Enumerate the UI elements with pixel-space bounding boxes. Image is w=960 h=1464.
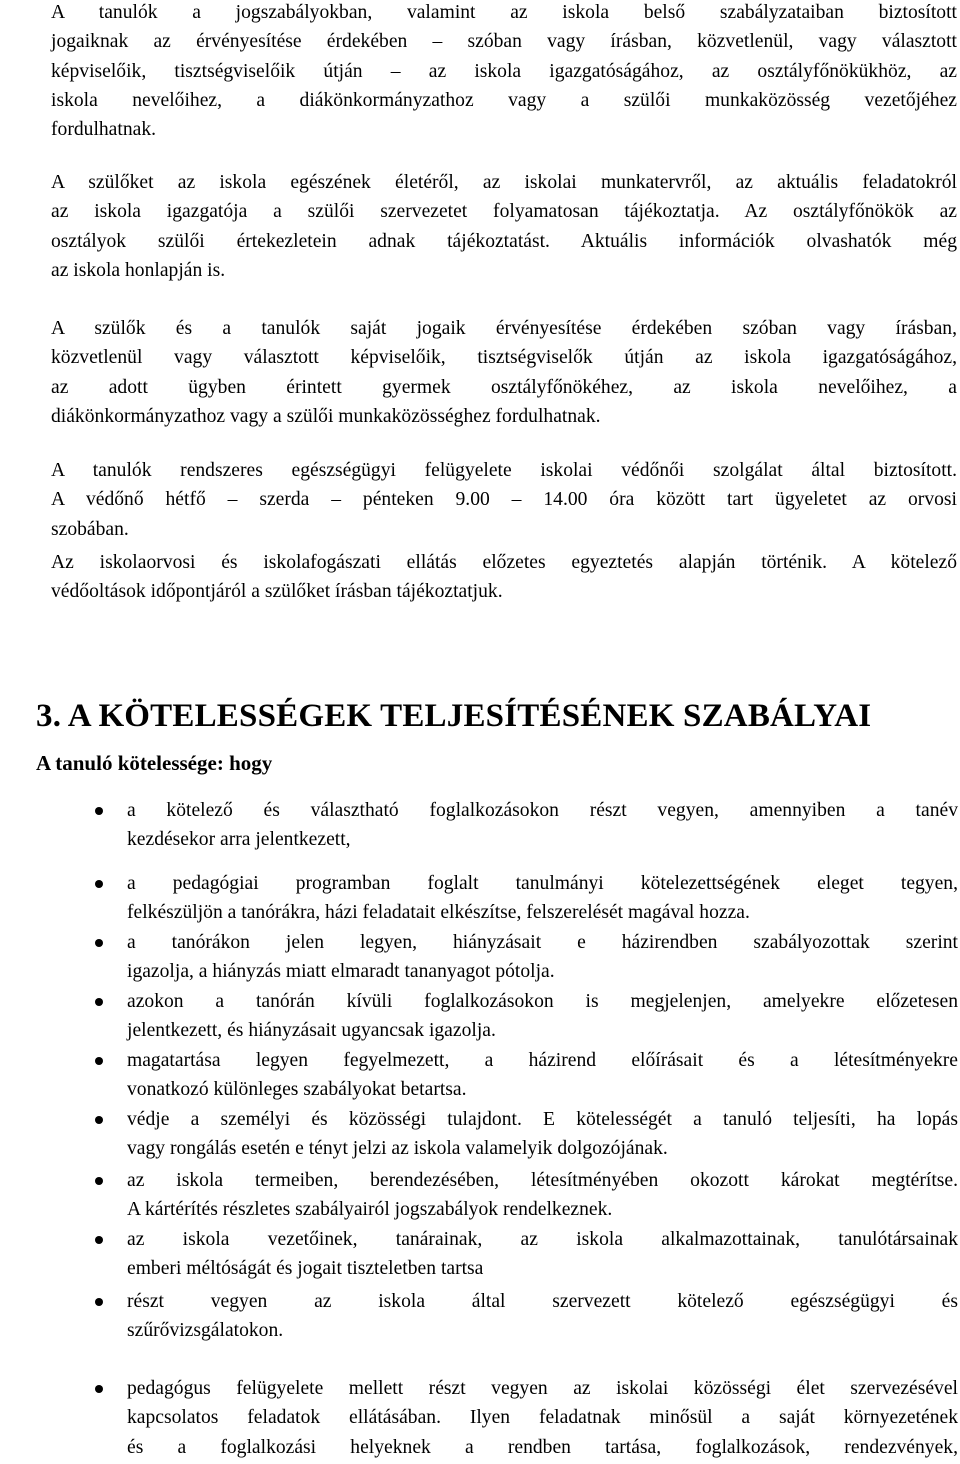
text-line: azokon a tanórán kívüli foglalkozásokon is megjelenjen, amelyekre előzetesen (127, 991, 958, 1012)
list-item (127, 1374, 958, 1462)
text-line: kezdésekor arra jelentkezett, (127, 829, 351, 851)
text-line: védje a személyi és közösségi tulajdont. E kötelességét a tanuló teljesíti, ha lopás (127, 1109, 958, 1130)
text-line: képviselőik, tisztségviselőik útján – az iskola igazgatóságához, az osztályfőnökükhöz, az (51, 60, 957, 82)
text-line: diákönkormányzathoz vagy a szülői munkaközösséghez fordulhatnak. (51, 405, 601, 427)
text-line: a tanórákon jelen legyen, hiányzásait e házirendben szabályozottak szerint (127, 932, 958, 953)
list-item (127, 1225, 958, 1284)
text-line: részt vegyen az iskola által szervezett kötelező egészségügyi és (127, 1291, 958, 1312)
text-line: Az iskolaorvosi és iskolafogászati ellátás előzetes egyeztetés alapján történik. A kötelező (51, 552, 957, 573)
text-line: A tanulók a jogszabályokban, valamint az iskola belső szabályzataiban biztosított (51, 2, 957, 23)
text-line: kapcsolatos feladatok ellátásában. Ilyen feladatnak minősül a saját környezetének (127, 1407, 958, 1429)
list-item (127, 869, 958, 928)
text-line: és a foglalkozási helyeknek a rendben tartása, foglalkozások, rendezvények, (127, 1436, 958, 1458)
text-line: védőoltások időpontjáról a szülőket írásban tájékoztatjuk. (51, 581, 503, 603)
bullet-icon (95, 1236, 103, 1244)
paragraph-rights-enforcement (51, 314, 957, 431)
bullet-icon (95, 807, 103, 815)
text-line: pedagógus felügyelete mellett részt vegyen az iskolai közösségi élet szervezésével (127, 1378, 958, 1399)
bullet-icon (95, 1057, 103, 1065)
list-item (127, 928, 958, 987)
section-heading: 3. A KÖTELESSÉGEK TELJESÍTÉSÉNEK SZABÁLYAI (36, 698, 872, 734)
list-item (127, 1046, 958, 1105)
text-line: jogaiknak az érvényesítése érdekében – szóban vagy írásban, közvetlenül, vagy választott (51, 31, 957, 53)
section-subheading: A tanuló kötelessége: hogy (36, 751, 273, 775)
bullet-icon (95, 1298, 103, 1306)
text-line: osztályok szülői értekezletein adnak tájékoztatást. Aktuális információk olvashatók még (51, 230, 957, 252)
paragraph-parent-information (51, 168, 957, 285)
text-line: az iskola termeiben, berendezésében, létesítményében okozott károkat megtérítse. (127, 1170, 958, 1191)
text-line: az iskola vezetőinek, tanárainak, az iskola alkalmazottainak, tanulótársainak (127, 1229, 958, 1250)
text-line: emberi méltóságát és jogait tiszteletben tartsa (127, 1258, 484, 1280)
text-line: A szülőket az iskola egészének életéről, az iskolai munkatervről, az aktuális feladatokról (51, 172, 957, 193)
bullet-icon (95, 1116, 103, 1124)
list-item (127, 796, 958, 855)
bullet-icon (95, 939, 103, 947)
text-line: a pedagógiai programban foglalt tanulmányi kötelezettségének eleget tegyen, (127, 873, 958, 894)
text-line: A kártérítés részletes szabályairól jogszabályok rendelkeznek. (127, 1199, 613, 1221)
text-line: vonatkozó különleges szabályokat betartsa. (127, 1079, 467, 1101)
text-line: magatartása legyen fegyelmezett, a házirend előírásait és a létesítményekre (127, 1050, 958, 1071)
paragraph-school-doctor (51, 548, 957, 607)
text-line: A szülők és a tanulók saját jogaik érvényesítése érdekében szóban vagy írásban, (51, 318, 957, 339)
text-line: közvetlenül vagy választott képviselőik, tisztségviselők útján az iskola igazgatóságához, (51, 347, 957, 369)
bullet-icon (95, 998, 103, 1006)
bullet-icon (95, 1177, 103, 1185)
text-line: szűrővizsgálatokon. (127, 1320, 284, 1342)
text-line: az iskola honlapján is. (51, 259, 226, 281)
paragraph-student-rights (51, 0, 957, 144)
list-item (127, 987, 958, 1046)
text-line: felkészüljön a tanórákra, házi feladatait elkészítse, felszerelését magával hozza. (127, 902, 750, 924)
paragraph-health-supervision (51, 456, 957, 544)
text-line: A védőnő hétfő – szerda – pénteken 9.00 – 14.00 óra között tart ügyeletet az orvosi (51, 489, 957, 511)
text-line: vagy rongálás esetén e tényt jelzi az iskola valamelyik dolgozójának. (127, 1138, 668, 1160)
text-line: A tanulók rendszeres egészségügyi felügyelete iskolai védőnői szolgálat által biztosított. (51, 460, 957, 481)
text-line: iskola nevelőihez, a diákönkormányzathoz vagy a szülői munkaközösség vezetőjéhez (51, 89, 957, 111)
list-item (127, 1287, 958, 1346)
list-item (127, 1105, 958, 1164)
bullet-icon (95, 1385, 103, 1393)
list-item (127, 1166, 958, 1225)
text-line: jelentkezett, és hiányzásait ugyancsak igazolja. (127, 1020, 496, 1042)
text-line: igazolja, a hiányzás miatt elmaradt tananyagot pótolja. (127, 961, 555, 983)
bullet-icon (95, 880, 103, 888)
text-line: a kötelező és választható foglalkozásokon részt vegyen, amennyiben a tanév (127, 800, 958, 821)
text-line: az iskola igazgatója a szülői szervezetet folyamatosan tájékoztatja. Az osztályfőnökök az (51, 201, 957, 223)
text-line: szobában. (51, 518, 129, 540)
text-line: az adott ügyben érintett gyermek osztályfőnökéhez, az iskola nevelőihez, a (51, 376, 957, 398)
text-line: fordulhatnak. (51, 119, 157, 141)
